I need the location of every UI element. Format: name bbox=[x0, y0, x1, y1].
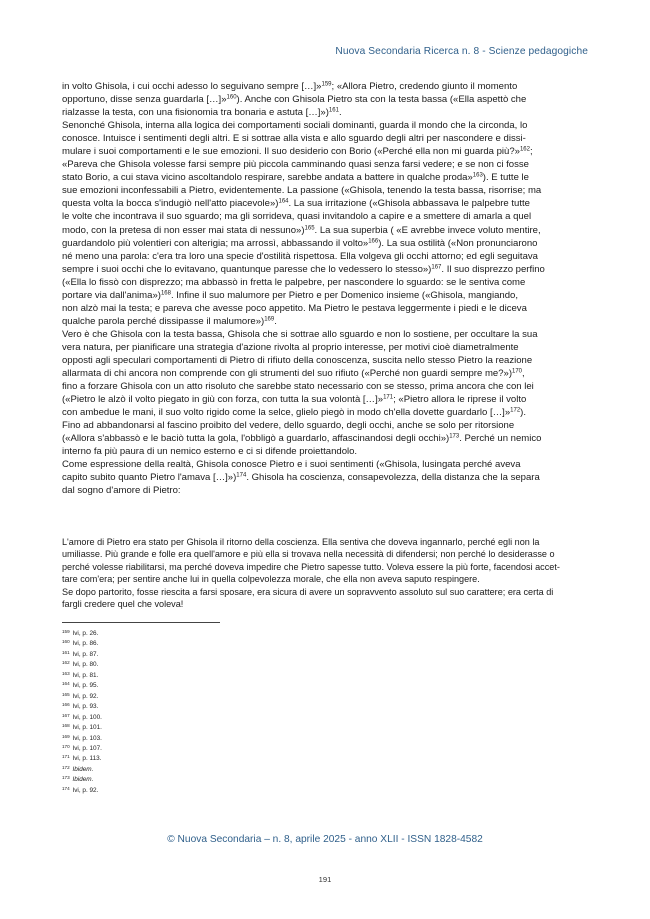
footnote-item bbox=[62, 785, 362, 795]
footnote-number: 162 bbox=[62, 660, 70, 666]
running-header: Nuova Secondaria Ricerca n. 8 - Scienze pedagogiche bbox=[335, 46, 588, 57]
footnote-item bbox=[62, 774, 362, 784]
footnote-item bbox=[62, 680, 362, 690]
footnote-item bbox=[62, 638, 362, 648]
footnote-number: 166 bbox=[62, 702, 70, 708]
page-number: 191 bbox=[318, 875, 332, 884]
text-run: , fino a forzare Ghisola con un atto risoluto che sarebbe stato necessario con se stesso, prima ancora che con lei («Pietro le alzò il volto piegato in giù con forza, con tutta la sua volontà […]» bbox=[62, 368, 534, 406]
quote-paragraph: Se dopo partorito, fosse riescita a farsi sposare, era sicura di avere un sopravvento assoluto sul suo carattere; era certa di fargli credere quel che voleva! bbox=[62, 586, 554, 610]
footnote-text: Ibidem. bbox=[72, 765, 94, 773]
footnote-text: Ivi, p. 92. bbox=[72, 692, 99, 700]
footnote-item bbox=[62, 649, 362, 659]
footnote-number: 168 bbox=[62, 723, 70, 729]
text-run: ). Fino ad abbandonarsi al fascino proibito del vedere, dello sguardo, degli occhi, anche se solo per ritorsione («Allora s'abbassò e le baciò tutta la gola, l'obbligò a guardarlo, affascinandosi degli occhi») bbox=[62, 407, 526, 445]
footnote-text: Ivi, p. 80. bbox=[72, 661, 99, 669]
footnote-number: 167 bbox=[62, 712, 70, 718]
body-paragraph bbox=[62, 458, 588, 497]
footnote-ref: 164 bbox=[278, 198, 289, 205]
page-footer: © Nuova Secondaria – n. 8, aprile 2025 - anno XLII - ISSN 1828-4582 bbox=[167, 834, 483, 845]
footnotes-list bbox=[62, 628, 362, 795]
footnote-text: Ivi, p. 86. bbox=[72, 640, 99, 648]
text-run: . Ghisola ha coscienza, consapevolezza, della distanza che la separa dal sogno d'amore di Pietro: bbox=[62, 472, 540, 497]
footnote-item bbox=[62, 691, 362, 701]
footnote-text: Ivi, p. 101. bbox=[72, 724, 102, 732]
text-run: . La sua superbia ( «E avrebbe invece voluto mentire, guardandolo più volentieri con alterigia; ma arrossì, abbassando il volto» bbox=[62, 224, 541, 249]
text-run: ; «Allora Pietro, credendo giunto il momento opportuno, disse senza guardarla […]» bbox=[62, 81, 518, 106]
footnote-ref: 163 bbox=[472, 172, 483, 179]
quote-paragraph: L'amore di Pietro era stato per Ghisola il ritorno della coscienza. Ella sentiva che doveva ingannarlo, perché egli non la umiliasse. Più grande e folle era quell'amore e più ella si trovava nella necessità di difendersi; non perché lo desiderasse o perché volesse riabilitarsi, ma perché doveva impedire che Pietro sapesse tutto. Voleva essere la più forte, facendosi accet- tare com'era; per sentire anche lui in quella colpevolezza morale, che ella non aveva saputo respingere. bbox=[62, 537, 560, 585]
body-text bbox=[62, 80, 588, 498]
footnote-text: Ivi, p. 81. bbox=[72, 671, 99, 679]
footnote-text: Ivi, p. 92. bbox=[72, 786, 99, 794]
text-run: Vero è che Ghisola con la testa bassa, Ghisola che si sottrae allo sguardo e non lo sostiene, per occultare la sua vera natura, per pianificare una strategia d'azione rivolta al proprio interesse, per motivi cioè diametralmente opposti agli speculari comportamenti di Pietro di rifiuto della conoscenza, suscita nello stesso Pietro la reazione allarmata di chi ancora non comprende con gli strumenti del suo rifiuto («Perché non guardi sempre me?») bbox=[62, 328, 538, 380]
block-quote bbox=[62, 536, 588, 610]
footnote-number: 170 bbox=[62, 743, 70, 749]
text-run: Senonché Ghisola, interna alla logica dei comportamenti sociali dominanti, guarda il mondo che la circonda, lo conosce. Intuisce i sentimenti degli altri. E si sottrae alla vista e allo sguardo degli altri per nascondere e dissi- mulare i suoi comportamenti e le sue emozioni. Il suo desiderio con Borio («Perché ella non mi guarda più?» bbox=[62, 120, 528, 158]
body-paragraph bbox=[62, 328, 588, 458]
body-paragraph bbox=[62, 119, 588, 328]
footnote-ref: 165 bbox=[304, 225, 315, 232]
footnote-ref: 169 bbox=[264, 316, 275, 323]
footnote-ref: 162 bbox=[519, 146, 530, 153]
footnote-text: Ivi, p. 93. bbox=[72, 703, 99, 711]
text-run: . Perché un nemico interno fa più paura di un nemico esterno e ci si difende proiettandolo. bbox=[62, 433, 542, 458]
footnote-text: Ibidem. bbox=[72, 776, 94, 784]
footnote-ref: 171 bbox=[383, 394, 394, 401]
footnote-number: 169 bbox=[62, 733, 70, 739]
footnote-number: 160 bbox=[62, 639, 70, 645]
footnote-number: 164 bbox=[62, 681, 70, 687]
footnote-item bbox=[62, 712, 362, 722]
footnote-ref: 172 bbox=[510, 407, 521, 414]
footnote-number: 165 bbox=[62, 691, 70, 697]
text-run: . Il suo disprezzo perfino («Ella lo fissò con disprezzo; ma abbassò in fretta le palpebre, per nascondere lo sguardo: se le sentiva come portare via dall'anima») bbox=[62, 263, 545, 301]
text-run: . bbox=[274, 315, 277, 327]
text-run: ). Anche con Ghisola Pietro sta con la testa bassa («Ella aspettò che rialzasse la testa, con una fisionomia tra bonaria e astuta […]») bbox=[62, 94, 527, 119]
footnote-number: 171 bbox=[62, 754, 70, 760]
footnote-item bbox=[62, 659, 362, 669]
text-run: . Infine il suo malumore per Pietro e per Domenico insieme («Ghisola, mangiando, non alzò mai la testa; e pareva che avesse poco appetito. Ma Pietro le pestava leggermente i piedi e le diceva qualche parola perché dissipasse il malumore») bbox=[62, 289, 527, 327]
footnote-text: Ivi, p. 113. bbox=[72, 755, 102, 763]
footnote-item bbox=[62, 743, 362, 753]
body-paragraph bbox=[62, 80, 588, 119]
text-run: . La sua irritazione («Ghisola abbassava le palpebre tutte le volte che incontrava il suo sguardo; ma gli sorrideva, quasi invitandolo a capire e a smettere di amarla a quel modo, con la pretesa di non esser mai stata di nessuno») bbox=[62, 198, 532, 236]
footnote-ref: 174 bbox=[236, 472, 247, 479]
footnote-item bbox=[62, 733, 362, 743]
footnote-separator bbox=[62, 622, 220, 623]
footnote-item bbox=[62, 722, 362, 732]
footnote-item bbox=[62, 701, 362, 711]
footnote-text: Ivi, p. 26. bbox=[72, 630, 99, 637]
footnote-number: 174 bbox=[62, 785, 70, 791]
footnote-number: 161 bbox=[62, 649, 70, 655]
footnote-ref: 160 bbox=[226, 94, 237, 101]
footnote-ref: 168 bbox=[160, 290, 171, 297]
footnote-text: Ivi, p. 100. bbox=[72, 713, 102, 721]
text-run: ; «Pietro allora le riprese il volto con ambedue le mani, il suo volto rigido come la selce, glielo piegò in modo ch'ella dovette guardarlo […]» bbox=[62, 394, 527, 419]
footnote-item bbox=[62, 753, 362, 763]
text-run: ; «Pareva che Ghisola volesse farsi sempre più piccola camminando quasi senza farsi vedere; e se non ci fosse stato Borio, a cui stava vicino ascoltandolo respirare, sarebbe andata a battere in qualche proda» bbox=[62, 146, 533, 184]
footnote-ref: 166 bbox=[368, 238, 379, 245]
footnote-number: 172 bbox=[62, 764, 70, 770]
footnote-text: Ivi, p. 95. bbox=[72, 682, 99, 690]
footnote-item bbox=[62, 628, 362, 638]
footnote-number: 173 bbox=[62, 775, 70, 781]
footnote-number: 159 bbox=[62, 629, 70, 634]
footnote-ref: 159 bbox=[321, 81, 332, 88]
footnote-ref: 170 bbox=[512, 368, 523, 375]
footnote-text: Ivi, p. 87. bbox=[72, 650, 99, 658]
footnote-text: Ivi, p. 103. bbox=[72, 734, 102, 742]
footnote-number: 163 bbox=[62, 670, 70, 676]
footnote-item bbox=[62, 670, 362, 680]
text-run: ). La sua ostilità («Non pronunciarono né meno una parola: c'era tra loro una specie d'ostilità rispettosa. Ella volgeva gli occhi attorno; ed egli seguitava sempre i suoi occhi che lo evitavano, quantunque paresse che lo vedessero lo stesso») bbox=[62, 237, 538, 275]
text-run: ). E tutte le sue emozioni inconfessabili a Pietro, evidentemente. La passione («Ghisola, tenendo la testa bassa, risorrise; ma questa volta la bocca s'indugiò nell'atto piacevole») bbox=[62, 172, 542, 210]
footnote-item bbox=[62, 764, 362, 774]
text-run: in volto Ghisola, i cui occhi adesso lo seguivano sempre […]» bbox=[62, 81, 322, 92]
footnote-ref: 161 bbox=[328, 107, 339, 114]
text-run: Come espressione della realtà, Ghisola conosce Pietro e i suoi sentimenti («Ghisola, lusingata perché aveva capito subito quanto Pietro l'amava […]») bbox=[62, 459, 521, 484]
footnote-text: Ivi, p. 107. bbox=[72, 744, 102, 752]
footnote-ref: 167 bbox=[431, 264, 442, 271]
footnote-ref: 173 bbox=[449, 433, 460, 440]
text-run: . bbox=[338, 107, 342, 119]
